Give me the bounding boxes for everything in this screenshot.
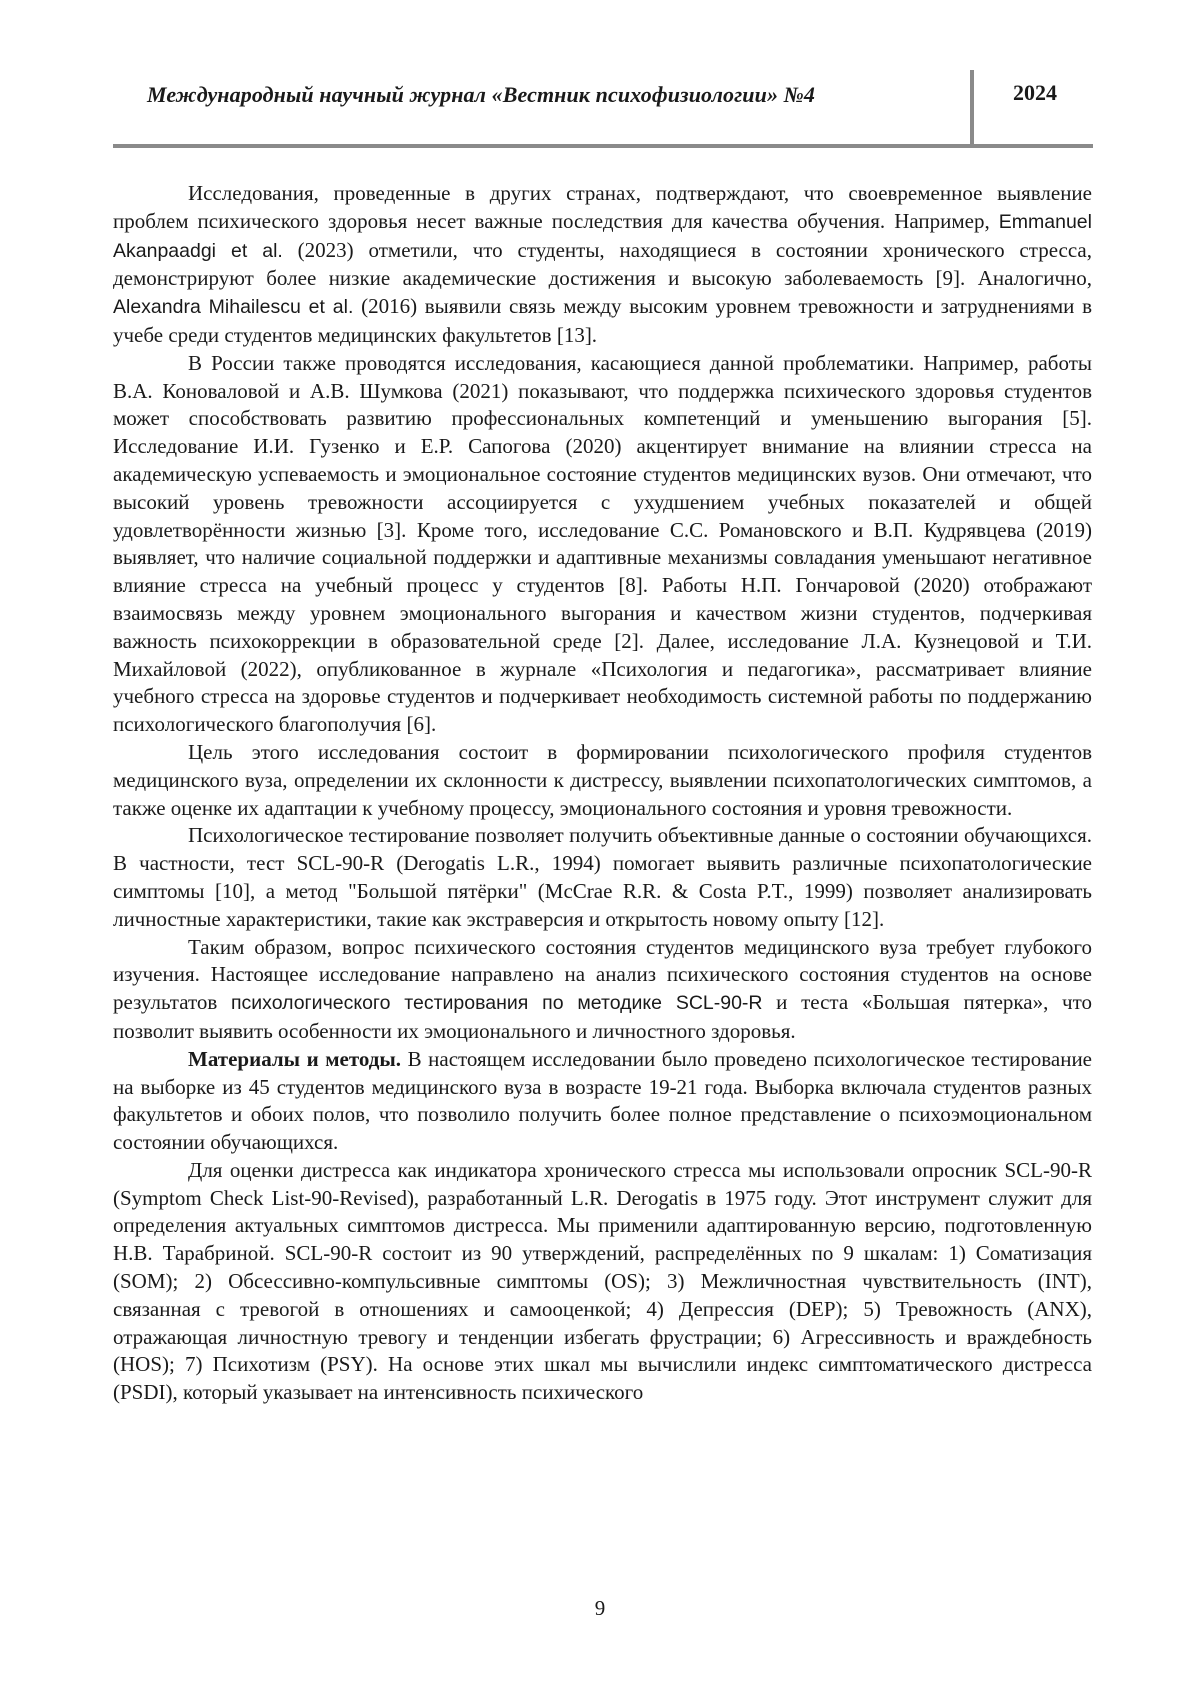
paragraph-aim: Цель этого исследования состоит в формировании психологического профиля студентов медицинского вуза, определении их склонности к дистрессу, выявлении психопатологических симптомов, а также оценке их адаптации к учебному процессу, эмоционального состояния и уровня тревожности. [113,739,1092,820]
paragraph-foreign-studies: Исследования, проведенные в других странах, подтверждают, что своевременное выявление проблем психического здоровья несет важные последствия для качества обучения. Например, Emmanuel Akanpaadgi et al. (2023) отметили, что студенты, находящиеся в состоянии хронического стресса, демонстрируют более низкие академические достижения и высокую заболеваемость [9]. Аналогично, Alexandra Mihailescu et al. (2016) выявили связь между высоким уровнем тревожности и затруднениями в учебе среди студентов медицинских факультетов [13]. [113,181,1093,347]
page-number: 9 [594,1596,606,1620]
paragraph-testing: Психологическое тестирование позволяет получить объективные данные о состоянии обучающихся. В частности, тест SCL-90-R (Derogatis L.R., 1994) помогает выявить различные психопатологические симптомы [10], а метод "Большой пятёрки" (McCrae R.R. & Costa P.T., 1999) позволяет анализировать личностные характеристики, такие как экстраверсия и открытость новому опыту [12]. [113,823,1092,931]
paragraph-methods: Материалы и методы. В настоящем исследовании было проведено психологическое тестирование на выборке из 45 студентов медицинского вуза в возрасте 19-21 года. Выборка включала студентов разных факультетов и обоих полов, что позволило получить более полное представление о психоэмоциональном состоянии обучающихся. [113,1046,1093,1155]
section-heading-methods: Материалы и методы. [188,1046,402,1071]
paragraph-russian-studies: В России также проводятся исследования, касающиеся данной проблематики. Например, работы В.А. Коноваловой и А.В. Шумкова (2021) показывают, что поддержка психического здоровья студентов может способствовать развитию профессиональных компетенций и уменьшению выгорания [5]. Исследование И.И. Гузенко и Е.Р. Сапогова (2020) акцентирует внимание на влиянии стресса на академическую успеваемость и эмоциональное состояние студентов медицинских вузов. Они отмечают, что высокий уровень тревожности ассоциируется с ухудшением учебных показателей и общей удовлетворённости жизнью [3]. Кроме того, исследование С.С. Романовского и В.П. Кудрявцева (2019) выявляет, что наличие социальной поддержки и адаптивные механизмы совладания уменьшают негативное влияние стресса на учебный процесс у студентов [8]. Работы Н.П. Гончаровой (2020) отображают взаимосвязь между уровнем эмоционального выгорания и качеством жизни студентов, подчеркивая важность психокоррекции в образовательной среде [2]. Далее, исследование Л.А. Кузнецовой и Т.И. Михайловой (2022), опубликованное в журнале «Психология и педагогика», рассматривает влияние учебного стресса на здоровье студентов и подчеркивает необходимость системной работы по поддержанию психологического благополучия [6]. [113,350,1092,737]
header-divider-vertical [970,70,974,144]
running-header [113,70,1093,148]
paragraph-scl90: Для оценки дистресса как индикатора хронического стресса мы использовали опросник SCL-90-R (Symptom Check List-90-Revised), разработанный L.R. Derogatis в 1975 году. Этот инструмент служит для определения актуальных симптомов дистресса. Мы применили адаптированную версию, подготовленную Н.В. Тарабриной. SCL-90-R состоит из 90 утверждений, распределённых по 9 шкалам: 1) Соматизация (SOM); 2) Обсессивно-компульсивные симптомы (OS); 3) Межличностная чувствительность (INT), связанная с тревогой в отношениях и самооценкой; 4) Депрессия (DEP); 5) Тревожность (ANX), отражающая личностную тревогу и тенденции избегать фрустрации; 6) Агрессивность и враждебность (HOS); 7) Психотизм (PSY). На основе этих шкал мы вычислили индекс симптоматического дистресса (PSDI), который указывает на интенсивность психического [113,1157,1092,1405]
header-rule [113,144,1093,148]
citation-akanpaadgi: Emmanuel Akanpaadgi et al. [113,210,1092,262]
paragraph-conclusion: Таким образом, вопрос психического состояния студентов медицинского вуза требует глубокого изучения. Настоящее исследование направлено на анализ психического состояния студентов на основе результатов психологического тестирования по методике SCL-90-R и теста «Большая пятерка», что позволит выявить особенности их эмоционального и личностного здоровья. [113,934,1092,1043]
method-reference: психологического тестирования по методике SCL-90-R [230,992,763,1015]
article-body [113,180,1092,1407]
header-year: 2024 [1013,80,1057,105]
journal-title: Международный научный журнал «Вестник психофизиологии» №4 [147,82,816,107]
citation-mihailescu: Alexandra Mihailescu et al. [113,296,354,319]
